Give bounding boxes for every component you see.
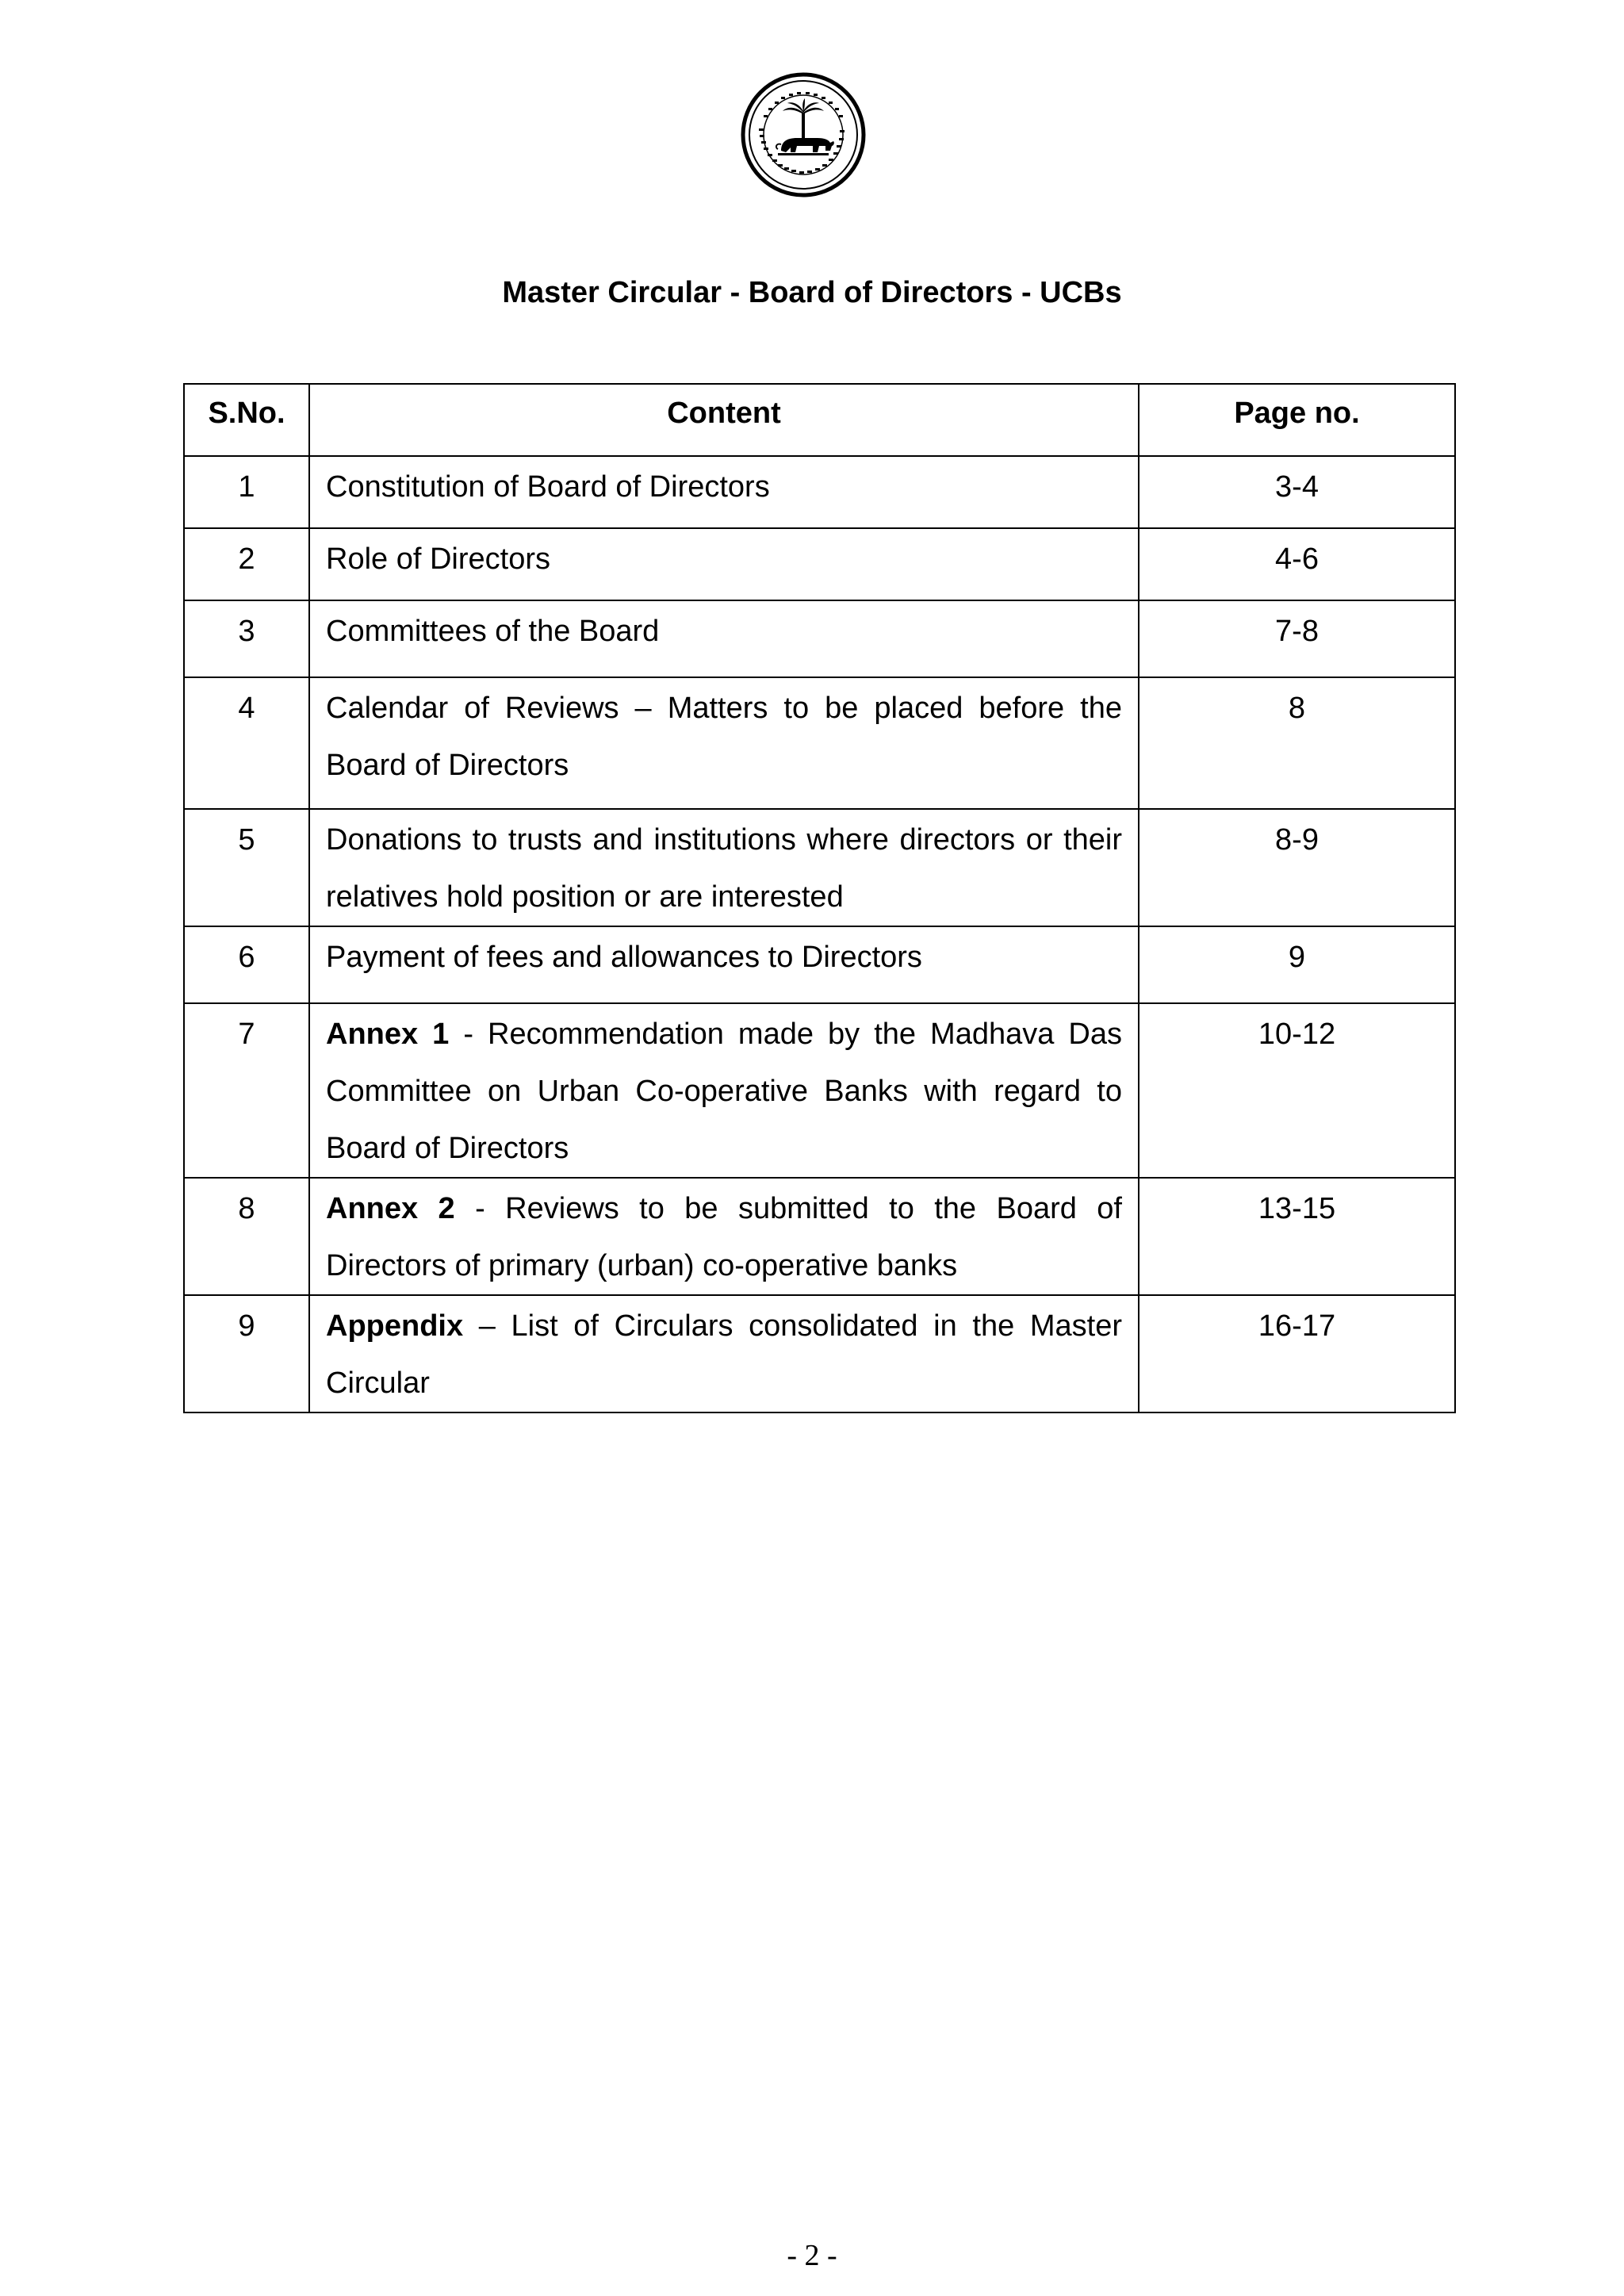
row-prefix: Appendix <box>326 1309 464 1343</box>
row-content <box>309 456 1139 528</box>
header-content: Content <box>309 384 1139 456</box>
table-row <box>184 456 1455 528</box>
table-row <box>184 677 1455 809</box>
row-sno: 3 <box>184 600 309 677</box>
row-content <box>309 1295 1139 1412</box>
row-text: Role of Directors <box>326 542 550 576</box>
row-content <box>309 809 1139 926</box>
row-text: – List of Circulars consolidated in the Master Circular <box>326 1309 1122 1400</box>
row-text: - Recommendation made by the Madhava Das Committee on Urban Co-operative Banks with regard to Board of Directors <box>326 1018 1122 1165</box>
row-text: - Reviews to be submitted to the Board of Directors of primary (urban) co-operative banks <box>326 1192 1122 1282</box>
rbi-seal-icon <box>740 71 867 198</box>
row-page: 10-12 <box>1139 1003 1455 1178</box>
row-content <box>309 1178 1139 1295</box>
row-content <box>309 926 1139 1003</box>
row-page: 4-6 <box>1139 528 1455 600</box>
row-page: 9 <box>1139 926 1455 1003</box>
table-row <box>184 528 1455 600</box>
table-row <box>184 926 1455 1003</box>
row-text: Donations to trusts and institutions where directors or their relatives hold position or are interested <box>326 823 1122 914</box>
rbi-logo <box>740 71 867 198</box>
row-page: 16-17 <box>1139 1295 1455 1412</box>
row-page: 3-4 <box>1139 456 1455 528</box>
contents-table <box>183 383 1456 1413</box>
row-sno: 5 <box>184 809 309 926</box>
row-sno: 9 <box>184 1295 309 1412</box>
row-text: Payment of fees and allowances to Directors <box>326 941 922 974</box>
row-text: Constitution of Board of Directors <box>326 470 770 504</box>
row-prefix: Annex 1 <box>326 1018 450 1051</box>
table-row <box>184 600 1455 677</box>
row-sno: 7 <box>184 1003 309 1178</box>
row-text: Committees of the Board <box>326 615 660 648</box>
row-sno: 8 <box>184 1178 309 1295</box>
table-header-row <box>184 384 1455 456</box>
header-page: Page no. <box>1139 384 1455 456</box>
header-sno: S.No. <box>184 384 309 456</box>
table-row <box>184 1178 1455 1295</box>
row-content <box>309 528 1139 600</box>
row-text: Calendar of Reviews – Matters to be placed before the Board of Directors <box>326 692 1122 782</box>
row-page: 7-8 <box>1139 600 1455 677</box>
table-row <box>184 1295 1455 1412</box>
row-content <box>309 1003 1139 1178</box>
row-content <box>309 600 1139 677</box>
row-sno: 2 <box>184 528 309 600</box>
row-prefix: Annex 2 <box>326 1192 455 1225</box>
row-page: 13-15 <box>1139 1178 1455 1295</box>
document-title: Master Circular - Board of Directors - UCBs <box>502 276 1122 309</box>
table-row <box>184 1003 1455 1178</box>
row-sno: 4 <box>184 677 309 809</box>
row-page: 8 <box>1139 677 1455 809</box>
table-row <box>184 809 1455 926</box>
row-sno: 1 <box>184 456 309 528</box>
row-page: 8-9 <box>1139 809 1455 926</box>
row-content <box>309 677 1139 809</box>
row-sno: 6 <box>184 926 309 1003</box>
page-number: - 2 - <box>787 2239 837 2272</box>
